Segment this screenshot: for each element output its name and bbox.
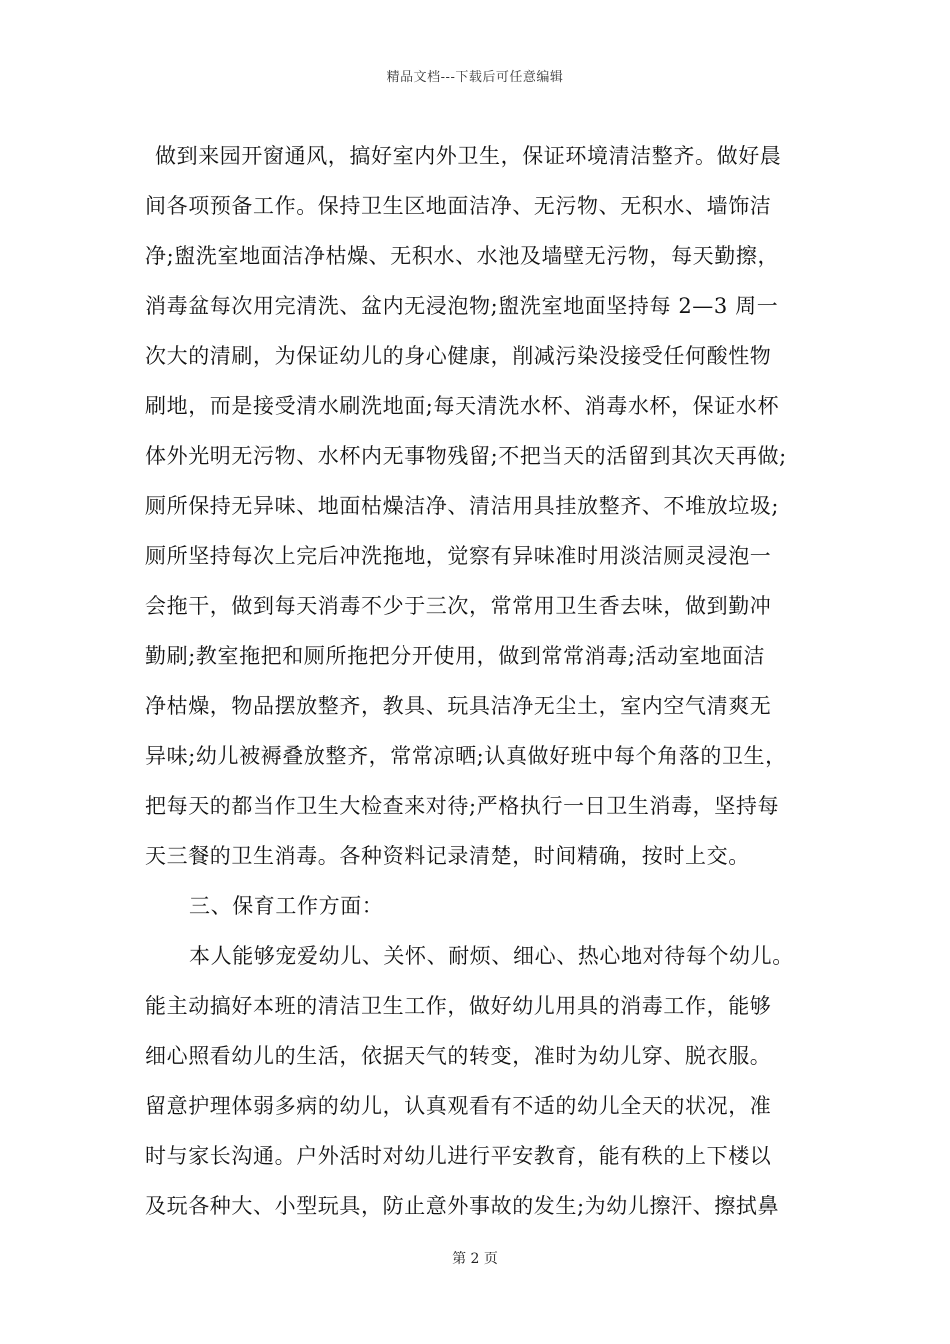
text-line: 体外光明无污物、水杯内无事物残留;不把当天的活留到其次天再做; [145,444,787,468]
text-line: 留意护理体弱多病的幼儿，认真观看有不适的幼儿全天的状况，准 [145,1094,772,1118]
text-line: 把每天的都当作卫生大检查来对待;严格执行一日卫生消毒，坚持每 [145,794,780,818]
text-line: 做到来园开窗通风，搞好室内外卫生，保证环境清洁整齐。做好晨 [155,144,782,168]
text-line: 厕所保持无异味、地面枯燥洁净、清洁用具挂放整齐、不堆放垃圾; [145,494,780,518]
text-line: 净枯燥，物品摆放整齐，教具、玩具洁净无尘土，室内空气清爽无 [145,694,772,718]
text-line: 时与家长沟通。户外活时对幼儿进行平安教育，能有秩的上下楼以 [145,1144,772,1168]
page-number: 第 2 页 [452,1251,498,1267]
text-line: 勤刷;教室拖把和厕所拖把分开使用，做到常常消毒;活动室地面洁 [145,644,766,668]
text-line: 本人能够宠爱幼儿、关怀、耐烦、细心、热心地对待每个幼儿。 [189,944,794,968]
text-line: 厕所坚持每次上完后冲洗拖地，觉察有异味准时用淡洁厕灵浸泡一 [145,544,772,568]
document-body [145,131,815,1231]
text-line: 消毒盆每次用完清洗、盆内无浸泡物;盥洗室地面坚持每 2—3 周一 [145,294,779,318]
text-line: 天三餐的卫生消毒。各种资料记录清楚，时间精确，按时上交。 [145,844,750,868]
text-line: 能主动搞好本班的清洁卫生工作，做好幼儿用具的消毒工作，能够 [145,994,772,1018]
text-line: 细心照看幼儿的生活，依据天气的转变，准时为幼儿穿、脱衣服。 [145,1044,772,1068]
text-line: 间各项预备工作。保持卫生区地面洁净、无污物、无积水、墙饰洁 [145,194,772,218]
text-line: 异味;幼儿被褥叠放整齐，常常凉晒;认真做好班中每个角落的卫生， [145,744,787,768]
text-line: 会拖干，做到每天消毒不少于三次，常常用卫生香去味，做到勤冲 [145,594,772,618]
text-line: 及玩各种大、小型玩具，防止意外事故的发生;为幼儿擦汗、擦拭鼻 [145,1194,780,1218]
text-line: 净;盥洗室地面洁净枯燥、无积水、水池及墙壁无污物，每天勤擦， [145,244,780,268]
page-header: 精品文档---下载后可任意编辑 [386,70,564,85]
text-line: 次大的清刷，为保证幼儿的身心健康，削减污染没接受任何酸性物 [145,344,772,368]
section-heading: 三、保育工作方面： [189,894,384,918]
text-line: 刷地，而是接受清水刷洗地面;每天清洗水杯、消毒水杯，保证水杯 [145,394,780,418]
